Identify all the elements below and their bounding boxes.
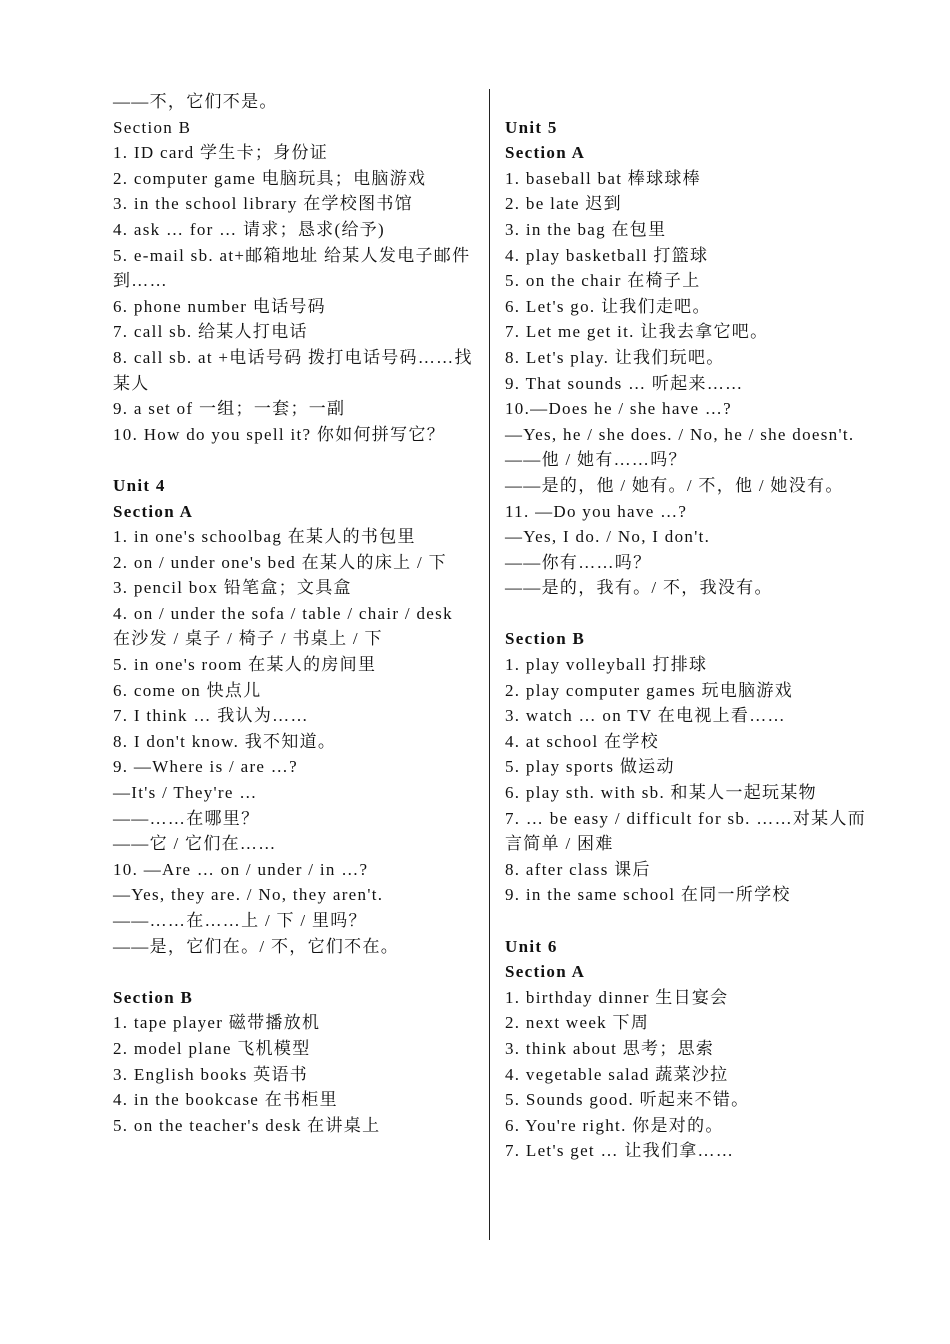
- vocab-entry: 5. play sports 做运动: [505, 757, 675, 777]
- section-heading-unit-6: Unit 6: [505, 936, 558, 956]
- section-heading-section-a: Section A: [505, 143, 586, 163]
- vocab-entry: 9. in the same school 在同一所学校: [505, 885, 791, 905]
- vocab-entry: 8. call sb. at +电话号码 拨打电话号码……找某人: [113, 347, 473, 393]
- section-heading-section-a: Section A: [113, 501, 194, 521]
- vocab-entry: 9. a set of 一组；一套；一副: [113, 399, 346, 419]
- vocab-entry: 10.—Does he / she have …?: [505, 399, 733, 419]
- vocab-entry: 2. next week 下周: [505, 1013, 650, 1033]
- column-divider: [489, 89, 490, 1240]
- vocab-entry: 6. Let's go. 让我们走吧。: [505, 296, 711, 316]
- vocab-entry: ——……在……上 / 下 / 里吗？: [113, 911, 367, 930]
- vocab-entry: —Yes, he / she does. / No, he / she doesn't.: [505, 424, 855, 444]
- vocab-entry: ——是，它们在。/ 不，它们不在。: [113, 936, 400, 956]
- vocab-entry: 4. ask … for … 请求；恳求(给予): [113, 219, 386, 239]
- vocab-entry: 1. tape player 磁带播放机: [113, 1013, 321, 1033]
- blank-line: [505, 908, 867, 934]
- vocab-entry: 1. play volleyball 打排球: [505, 655, 708, 675]
- vocab-entry: ——……在哪里？: [113, 808, 260, 828]
- vocab-entry: 2. model plane 飞机模型: [113, 1038, 311, 1058]
- vocab-entry: 1. ID card 学生卡；身份证: [113, 143, 329, 163]
- vocab-entry: 8. I don't know. 我不知道。: [113, 731, 337, 751]
- vocab-entry: 9. —Where is / are …?: [113, 757, 298, 777]
- blank-line: [113, 447, 475, 473]
- section-heading-unit-4: Unit 4: [113, 475, 166, 495]
- vocab-entry: 5. on the chair 在椅子上: [505, 271, 701, 291]
- vocab-entry: 4. on / under the sofa / table / chair / desk 在沙发 / 桌子 / 椅子 / 书桌上 / 下: [113, 603, 453, 649]
- vocab-entry: ——是的，他 / 她有。/ 不，他 / 她没有。: [505, 475, 844, 495]
- vocab-entry: 9. That sounds … 听起来……: [505, 373, 744, 393]
- vocab-entry: 4. play basketball 打篮球: [505, 245, 709, 265]
- vocab-entry: ——不，它们不是。: [113, 92, 278, 111]
- vocab-entry: 6. phone number 电话号码: [113, 296, 326, 316]
- section-heading-section-b: Section B: [113, 987, 194, 1007]
- vocab-entry: ——是的，我有。/ 不，我没有。: [505, 578, 773, 598]
- vocab-entry: 10. —Are … on / under / in …?: [113, 859, 369, 879]
- vocab-entry: 6. come on 快点儿: [113, 680, 262, 700]
- vocab-entry: 3. watch … on TV 在电视上看……: [505, 706, 786, 726]
- vocab-entry: 4. vegetable salad 蔬菜沙拉: [505, 1064, 729, 1084]
- vocab-entry: 6. play sth. with sb. 和某人一起玩某物: [505, 783, 817, 803]
- vocab-entry: 3. in the school library 在学校图书馆: [113, 194, 413, 214]
- vocab-entry: 2. play computer games 玩电脑游戏: [505, 680, 794, 700]
- vocab-entry: 5. in one's room 在某人的房间里: [113, 655, 377, 675]
- vocab-entry: 7. … be easy / difficult for sb. ……对某人而言简单 / 困难: [505, 808, 867, 854]
- vocab-entry: 10. How do you spell it? 你如何拼写它？: [113, 424, 446, 444]
- blank-line: [505, 601, 867, 627]
- vocab-entry: ——你有……吗？: [505, 552, 652, 572]
- vocab-entry: 3. think about 思考；思索: [505, 1038, 715, 1058]
- vocab-entry: ——它 / 它们在……: [113, 834, 277, 854]
- section-heading-unit-5: Unit 5: [505, 117, 558, 137]
- vocab-entry: Section B: [113, 117, 192, 137]
- blank-line: [505, 89, 867, 115]
- vocab-entry: 1. baseball bat 棒球球棒: [505, 168, 701, 188]
- vocab-entry: 8. after class 课后: [505, 859, 651, 879]
- vocab-entry: 2. computer game 电脑玩具；电脑游戏: [113, 168, 427, 188]
- vocab-entry: —It's / They're …: [113, 783, 258, 803]
- vocab-entry: 7. Let me get it. 让我去拿它吧。: [505, 322, 769, 342]
- blank-line: [113, 959, 475, 985]
- vocab-entry: 3. English books 英语书: [113, 1064, 309, 1084]
- vocab-entry: 11. —Do you have …?: [505, 501, 688, 521]
- vocab-entry: 5. Sounds good. 听起来不错。: [505, 1090, 750, 1110]
- right-column: [505, 89, 867, 1164]
- vocab-entry: 6. You're right. 你是对的。: [505, 1115, 724, 1135]
- vocab-entry: —Yes, I do. / No, I don't.: [505, 527, 711, 547]
- left-column: [113, 89, 475, 1138]
- section-heading-section-b: Section B: [505, 629, 586, 649]
- vocab-entry: 2. on / under one's bed 在某人的床上 / 下: [113, 552, 447, 572]
- vocab-entry: 1. in one's schoolbag 在某人的书包里: [113, 527, 416, 547]
- vocab-entry: 5. e-mail sb. at+邮箱地址 给某人发电子邮件到……: [113, 245, 471, 291]
- vocab-entry: 7. Let's get … 让我们拿……: [505, 1141, 735, 1161]
- vocab-entry: 3. pencil box 铅笔盒；文具盒: [113, 578, 352, 598]
- vocab-entry: 4. in the bookcase 在书柜里: [113, 1090, 338, 1110]
- vocab-entry: 7. call sb. 给某人打电话: [113, 322, 308, 342]
- vocab-entry: 7. I think … 我认为……: [113, 706, 309, 726]
- vocab-entry: 5. on the teacher's desk 在讲桌上: [113, 1115, 381, 1135]
- vocab-entry: 1. birthday dinner 生日宴会: [505, 987, 729, 1007]
- vocab-entry: 3. in the bag 在包里: [505, 219, 667, 239]
- vocab-entry: 4. at school 在学校: [505, 731, 659, 751]
- vocab-entry: ——他 / 她有……吗？: [505, 450, 687, 470]
- vocab-entry: 8. Let's play. 让我们玩吧。: [505, 347, 725, 367]
- vocab-entry: —Yes, they are. / No, they aren't.: [113, 885, 384, 905]
- section-heading-section-a: Section A: [505, 962, 586, 982]
- vocab-entry: 2. be late 迟到: [505, 194, 622, 214]
